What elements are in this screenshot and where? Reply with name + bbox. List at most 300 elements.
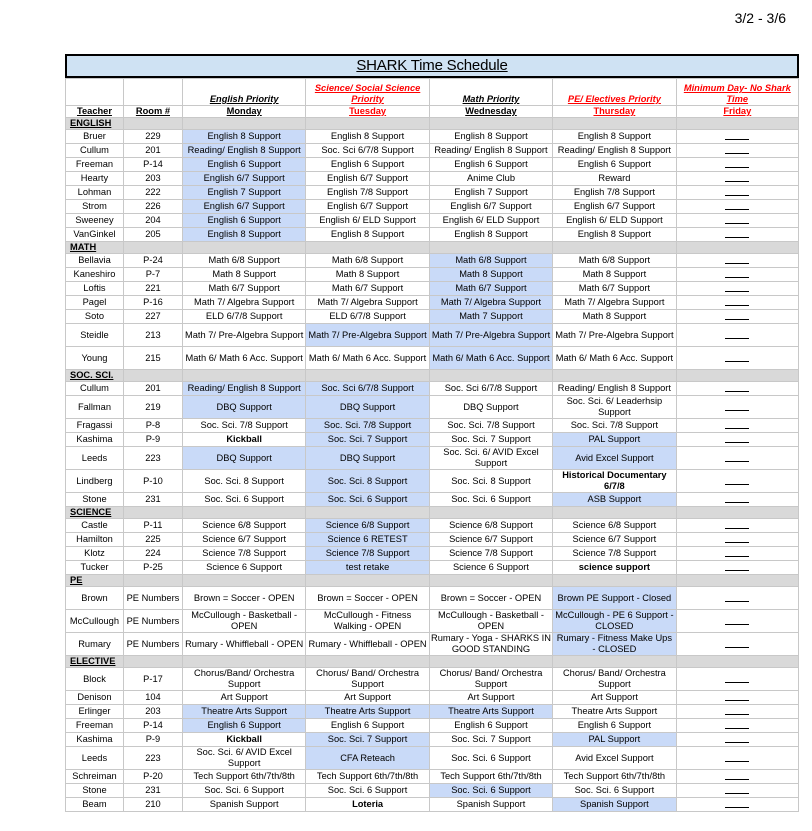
friday-blank-line [725,147,749,154]
schedule-cell: DBQ Support [182,447,305,470]
schedule-cell: Tech Support 6th/7th/8th [429,770,552,784]
friday-blank-line [725,133,749,140]
schedule-cell: test retake [306,561,429,575]
room-cell: 201 [123,382,182,396]
teacher-cell: Loftis [66,282,124,296]
room-cell: 203 [123,172,182,186]
schedule-cell: Theatre Arts Support [553,705,676,719]
priority-header-cell: Minimum Day- No Shark Time [676,79,798,106]
teacher-cell: Tucker [66,561,124,575]
friday-blank-line [725,708,749,715]
teacher-cell: Bellavia [66,254,124,268]
room-cell: PE Numbers [123,633,182,656]
friday-cell [676,310,798,324]
room-cell: 204 [123,214,182,228]
section-header-filler [676,370,798,382]
schedule-cell: Rumary - Whiffleball - OPEN [306,633,429,656]
schedule-cell: Science 6/7 Support [429,533,552,547]
schedule-cell: Historical Documentary 6/7/8 [553,470,676,493]
schedule-cell: Soc. Sci. 6/ AVID Excel Support [429,447,552,470]
teacher-cell: Stone [66,493,124,507]
friday-cell [676,396,798,419]
schedule-cell: Soc. Sci. 8 Support [306,470,429,493]
schedule-body [66,79,799,812]
schedule-table [65,78,799,812]
table-row [66,228,799,242]
schedule-cell: English 8 Support [182,130,305,144]
schedule-cell: Reward [553,172,676,186]
teacher-cell: Brown [66,587,124,610]
room-cell: 227 [123,310,182,324]
friday-cell [676,268,798,282]
schedule-cell: Science 7/8 Support [553,547,676,561]
friday-cell [676,254,798,268]
column-header-cell: Wednesday [429,106,552,118]
schedule-cell: CFA Reteach [306,747,429,770]
teacher-cell: Rumary [66,633,124,656]
teacher-cell: Soto [66,310,124,324]
friday-blank-line [725,313,749,320]
friday-blank-line [725,385,749,392]
schedule-cell: Soc. Sci 6/7/8 Support [306,144,429,158]
teacher-cell: Cullum [66,382,124,396]
schedule-cell: Math 7/ Algebra Support [429,296,552,310]
schedule-cell: English 7/8 Support [553,186,676,200]
schedule-cell: English 8 Support [306,228,429,242]
teacher-cell: Freeman [66,158,124,172]
room-cell: 229 [123,130,182,144]
table-row [66,733,799,747]
section-header-filler [306,242,429,254]
friday-blank-line [725,787,749,794]
table-row [66,310,799,324]
table-row [66,705,799,719]
schedule-cell: Soc. Sci. 7/8 Support [182,419,305,433]
schedule-cell: Math 7/ Pre-Algebra Support [553,324,676,347]
schedule-cell: Math 8 Support [553,268,676,282]
friday-blank-line [725,189,749,196]
schedule-cell: McCullough - Basketball - OPEN [182,610,305,633]
schedule-cell: Theatre Arts Support [306,705,429,719]
schedule-cell: Soc. Sci. 7 Support [306,733,429,747]
schedule-cell: Soc. Sci. 8 Support [182,470,305,493]
schedule-cell: English 8 Support [553,130,676,144]
schedule-cell: Science 6 Support [182,561,305,575]
schedule-cell: English 6/7 Support [306,200,429,214]
section-header-filler [429,370,552,382]
friday-cell [676,770,798,784]
friday-cell [676,172,798,186]
schedule-cell: Reading/ English 8 Support [182,382,305,396]
schedule-cell: McCullough - Basketball - OPEN [429,610,552,633]
column-header-cell: Thursday [553,106,676,118]
friday-cell [676,784,798,798]
table-row [66,447,799,470]
schedule-cell: English 6 Support [306,719,429,733]
schedule-cell: Reading/ English 8 Support [182,144,305,158]
schedule-cell: Tech Support 6th/7th/8th [553,770,676,784]
schedule-cell: Math 6/7 Support [182,282,305,296]
teacher-cell: Leeds [66,747,124,770]
teacher-cell: Castle [66,519,124,533]
column-header-cell: Tuesday [306,106,429,118]
room-cell: P-8 [123,419,182,433]
room-cell: PE Numbers [123,587,182,610]
schedule-cell: Brown = Soccer - OPEN [306,587,429,610]
schedule-cell: Science 6/8 Support [182,519,305,533]
friday-cell [676,705,798,719]
section-header-filler [182,575,305,587]
friday-cell [676,747,798,770]
schedule-cell: Soc. Sci. 6/ AVID Excel Support [182,747,305,770]
friday-blank-line [725,404,749,411]
schedule-cell: PAL Support [553,733,676,747]
room-cell: P-14 [123,158,182,172]
teacher-cell: Hearty [66,172,124,186]
friday-cell [676,200,798,214]
room-cell: P-17 [123,668,182,691]
schedule-cell: Math 6/8 Support [553,254,676,268]
schedule-cell: Math 6/8 Support [182,254,305,268]
schedule-cell: Math 7/ Algebra Support [306,296,429,310]
section-header-row [66,118,799,130]
friday-blank-line [725,618,749,625]
friday-blank-line [725,175,749,182]
table-row [66,324,799,347]
table-row [66,770,799,784]
teacher-cell: Stone [66,784,124,798]
friday-cell [676,282,798,296]
teacher-cell: Kaneshiro [66,268,124,282]
friday-cell [676,691,798,705]
section-header-filler [182,507,305,519]
schedule-cell: Soc. Sci. 7 Support [306,433,429,447]
table-row [66,784,799,798]
friday-cell [676,719,798,733]
room-cell: 213 [123,324,182,347]
friday-cell [676,324,798,347]
friday-blank-line [725,694,749,701]
schedule-cell: Science 7/8 Support [429,547,552,561]
friday-blank-line [725,641,749,648]
table-row [66,214,799,228]
teacher-cell: Fallman [66,396,124,419]
friday-blank-line [725,203,749,210]
friday-blank-line [725,332,749,339]
schedule-cell: English 6/7 Support [306,172,429,186]
room-cell: 231 [123,493,182,507]
table-row [66,533,799,547]
room-cell: 223 [123,747,182,770]
teacher-cell: Bruer [66,130,124,144]
column-header-cell: Room # [123,106,182,118]
schedule-cell: Math 6/ Math 6 Acc. Support [182,347,305,370]
section-header-filler [553,242,676,254]
section-header-filler [429,507,552,519]
schedule-cell: PAL Support [553,433,676,447]
schedule-cell: English 6/ ELD Support [429,214,552,228]
schedule-cell: Science 6/8 Support [306,519,429,533]
schedule-cell: English 6/7 Support [553,200,676,214]
friday-blank-line [725,522,749,529]
table-row [66,296,799,310]
room-cell: P-9 [123,433,182,447]
schedule-cell: Reading/ English 8 Support [553,144,676,158]
room-cell: P-10 [123,470,182,493]
teacher-cell: Schreiman [66,770,124,784]
teacher-cell: Beam [66,798,124,812]
priority-header-cell [123,79,182,106]
section-header-filler [123,575,182,587]
room-cell: 222 [123,186,182,200]
teacher-cell: Lohman [66,186,124,200]
section-header-filler [306,575,429,587]
section-header-filler [306,656,429,668]
section-header-filler [182,370,305,382]
table-row [66,470,799,493]
section-header-filler [182,656,305,668]
room-cell: 225 [123,533,182,547]
section-header-filler [553,575,676,587]
schedule-cell: Loteria [306,798,429,812]
table-row [66,633,799,656]
friday-cell [676,433,798,447]
schedule-cell: Theatre Arts Support [182,705,305,719]
friday-blank-line [725,564,749,571]
friday-blank-line [725,496,749,503]
schedule-cell: Science 7/8 Support [306,547,429,561]
table-row [66,347,799,370]
schedule-cell: Soc. Sci. 6 Support [182,493,305,507]
schedule-cell: Science 7/8 Support [182,547,305,561]
schedule-cell: Brown PE Support - Closed [553,587,676,610]
schedule-cell: Tech Support 6th/7th/8th [182,770,305,784]
schedule-cell: Avid Excel Support [553,747,676,770]
schedule-cell: English 6 Support [429,158,552,172]
table-row [66,254,799,268]
friday-blank-line [725,231,749,238]
schedule-cell: English 6 Support [182,214,305,228]
schedule-cell: Art Support [306,691,429,705]
schedule-cell: Soc. Sci. 6 Support [182,784,305,798]
section-label: PE [66,575,124,587]
schedule-cell: Spanish Support [182,798,305,812]
schedule-cell: English 6/ ELD Support [553,214,676,228]
section-header-filler [182,118,305,130]
priority-header-cell: Math Priority [429,79,552,106]
section-header-filler [676,242,798,254]
schedule-cell: Theatre Arts Support [429,705,552,719]
schedule-cell: Soc. Sci. 6 Support [306,784,429,798]
room-cell: P-20 [123,770,182,784]
schedule-cell: Math 7/ Pre-Algebra Support [429,324,552,347]
schedule-cell: Math 6/ Math 6 Acc. Support [553,347,676,370]
schedule-cell: Spanish Support [553,798,676,812]
section-header-filler [429,575,552,587]
table-row [66,587,799,610]
section-header-filler [306,118,429,130]
section-header-row [66,370,799,382]
schedule-cell: English 6 Support [429,719,552,733]
schedule-cell: McCullough - Fitness Walking - OPEN [306,610,429,633]
friday-cell [676,296,798,310]
teacher-cell: Freeman [66,719,124,733]
friday-cell [676,186,798,200]
schedule-cell: English 6 Support [182,158,305,172]
column-header-cell: Friday [676,106,798,118]
schedule-cell: Spanish Support [429,798,552,812]
room-cell: P-25 [123,561,182,575]
friday-blank-line [725,676,749,683]
schedule-cell: Science 6 Support [429,561,552,575]
schedule-cell: Soc. Sci. 7/8 Support [306,419,429,433]
section-header-filler [123,242,182,254]
schedule-cell: DBQ Support [182,396,305,419]
room-cell: 205 [123,228,182,242]
schedule-cell: Soc. Sci. 7 Support [429,433,552,447]
schedule-cell: Math 6/ Math 6 Acc. Support [429,347,552,370]
schedule-cell: Math 6/7 Support [553,282,676,296]
table-row [66,519,799,533]
section-header-filler [182,242,305,254]
schedule-cell: Math 7/ Pre-Algebra Support [306,324,429,347]
teacher-cell: Fragassi [66,419,124,433]
friday-blank-line [725,257,749,264]
room-cell: 203 [123,705,182,719]
friday-cell [676,533,798,547]
schedule-cell: English 8 Support [553,228,676,242]
section-header-filler [429,242,552,254]
friday-blank-line [725,478,749,485]
schedule-cell: Soc. Sci 6/7/8 Support [429,382,552,396]
schedule-cell: English 8 Support [429,228,552,242]
section-header-filler [429,118,552,130]
schedule-title [65,54,799,78]
section-label: SCIENCE [66,507,124,519]
schedule-cell: Soc. Sci. 8 Support [429,470,552,493]
friday-blank-line [725,299,749,306]
table-row [66,747,799,770]
friday-cell [676,587,798,610]
teacher-cell: VanGinkel [66,228,124,242]
friday-cell [676,733,798,747]
table-row [66,396,799,419]
priority-header-cell: English Priority [182,79,305,106]
room-cell: PE Numbers [123,610,182,633]
friday-cell [676,158,798,172]
teacher-cell: Block [66,668,124,691]
table-row [66,691,799,705]
section-header-filler [553,507,676,519]
schedule-cell: Math 6/8 Support [306,254,429,268]
friday-blank-line [725,722,749,729]
schedule-cell: McCullough - PE 6 Support - CLOSED [553,610,676,633]
schedule-cell: English 8 Support [429,130,552,144]
schedule-sheet [65,54,799,812]
table-row [66,172,799,186]
schedule-title-text: SHARK Time Schedule [356,57,508,74]
schedule-cell: ELD 6/7/8 Support [182,310,305,324]
room-cell: P-9 [123,733,182,747]
table-row [66,200,799,214]
section-header-filler [676,575,798,587]
table-row [66,433,799,447]
table-row [66,419,799,433]
section-header-filler [553,370,676,382]
table-row [66,610,799,633]
teacher-cell: Steidle [66,324,124,347]
room-cell: 221 [123,282,182,296]
teacher-cell: Denison [66,691,124,705]
friday-blank-line [725,271,749,278]
friday-cell [676,130,798,144]
room-cell: 223 [123,447,182,470]
column-header-cell: Teacher [66,106,124,118]
schedule-cell: Soc. Sci 6/7/8 Support [306,382,429,396]
table-row [66,547,799,561]
teacher-cell: Strom [66,200,124,214]
teacher-cell: Hamilton [66,533,124,547]
section-label: ELECTIVE [66,656,124,668]
table-row [66,130,799,144]
room-cell: 104 [123,691,182,705]
section-label: SOC. SCI. [66,370,124,382]
schedule-cell: Chorus/ Band/ Orchestra Support [553,668,676,691]
schedule-cell: English 6 Support [306,158,429,172]
friday-blank-line [725,736,749,743]
friday-cell [676,214,798,228]
room-cell: 215 [123,347,182,370]
room-cell: P-7 [123,268,182,282]
table-row [66,561,799,575]
teacher-cell: Erlinger [66,705,124,719]
friday-cell [676,447,798,470]
teacher-cell: Young [66,347,124,370]
schedule-cell: Math 8 Support [553,310,676,324]
schedule-cell: Art Support [553,691,676,705]
schedule-cell: Art Support [182,691,305,705]
teacher-cell: Cullum [66,144,124,158]
section-header-filler [306,370,429,382]
friday-cell [676,347,798,370]
priority-header-cell: PE/ Electives Priority [553,79,676,106]
section-header-filler [429,656,552,668]
schedule-cell: English 8 Support [182,228,305,242]
friday-cell [676,633,798,656]
table-row [66,719,799,733]
room-cell: P-24 [123,254,182,268]
table-row [66,382,799,396]
teacher-cell: Kashima [66,433,124,447]
section-header-row [66,656,799,668]
friday-blank-line [725,436,749,443]
friday-blank-line [725,536,749,543]
schedule-cell: Soc. Sci. 6 Support [429,784,552,798]
section-label: MATH [66,242,124,254]
friday-cell [676,228,798,242]
schedule-cell: ELD 6/7/8 Support [306,310,429,324]
room-cell: 210 [123,798,182,812]
schedule-cell: English 7 Support [182,186,305,200]
schedule-cell: Avid Excel Support [553,447,676,470]
table-row [66,798,799,812]
teacher-cell: Leeds [66,447,124,470]
room-cell: 219 [123,396,182,419]
schedule-cell: Math 6/7 Support [429,282,552,296]
table-row [66,144,799,158]
teacher-cell: Lindberg [66,470,124,493]
schedule-cell: Reading/ English 8 Support [429,144,552,158]
